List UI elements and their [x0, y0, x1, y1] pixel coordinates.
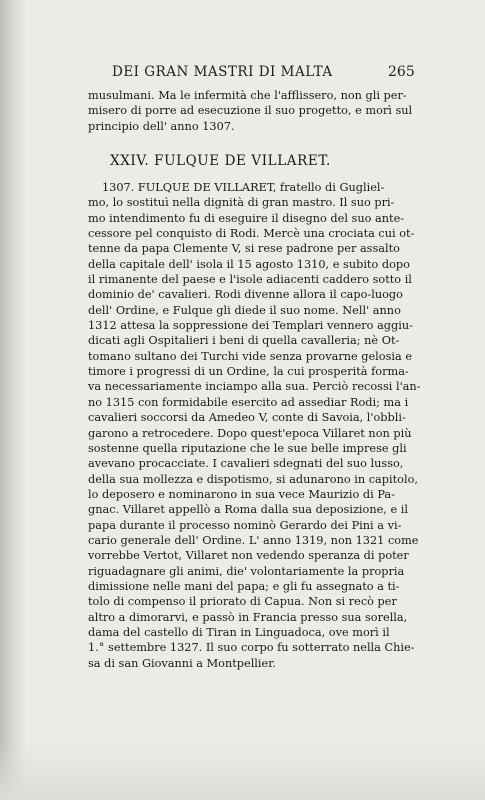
text-line: sa di san Giovanni a Montpellier. [88, 656, 276, 670]
text-line: papa durante il processo nominò Gerardo dei Pini a vi- [88, 518, 402, 532]
text-line: dell' Ordine, e Fulque gli diede il suo nome. Nell' anno [88, 303, 401, 317]
text-line: vorrebbe Vertot, Villaret non vedendo speranza di poter [88, 549, 409, 563]
text-line: tenne da papa Clemente V, si rese padrone per assalto [88, 242, 400, 256]
text-line: lo deposero e nominarono in sua vece Maurizio di Pa- [88, 487, 395, 501]
text-line: mo intendimento fu di eseguire il disegno del suo ante- [88, 211, 405, 225]
text-line: 1307. FULQUE DE VILLARET, fratello di Gugliel- [102, 181, 385, 194]
text-line: no 1315 con formidabile esercito ad assediar Rodi; ma i [88, 395, 409, 409]
text-line: 1312 attesa la soppressione dei Templari vennero aggiu- [88, 319, 413, 333]
text-line: avevano procacciate. I cavalieri sdegnati del suo lusso, [88, 457, 404, 471]
text-line: della capitale dell' isola il 15 agosto 1310, e subito dopo [88, 257, 410, 271]
text-line: dominio de' cavalieri. Rodi divenne allora il capo-luogo [88, 288, 403, 302]
page-number: 265 [388, 64, 415, 80]
text-line: sostenne quella riputazione che le sue belle imprese gli [88, 441, 407, 455]
text-line: tomano sultano dei Turchi vide senza provarne gelosia e [88, 349, 413, 363]
text-line: cario generale dell' Ordine. L' anno 1319, non 1321 come [88, 533, 419, 547]
text-line: dimissione nelle mani del papa; e gli fu assegnato a ti- [88, 579, 400, 593]
text-line: 1.° settembre 1327. Il suo corpo fu sotterrato nella Chie- [88, 641, 415, 655]
page-bottom-shade [0, 740, 485, 800]
text-line: della sua mollezza e dispotismo, si adunarono in capitolo, [88, 472, 418, 486]
biography-paragraph [88, 180, 421, 671]
text-line: garono a retrocedere. Dopo quest'epoca Villaret non più [88, 426, 412, 440]
text-line: cavalieri soccorsi da Amedeo V, conte di Savoia, l'obbli- [88, 411, 406, 425]
text-line: il rimanente del paese e l'isole adiacenti caddero sotto il [88, 273, 412, 287]
text-line: va necessariamente inciampo alla sua. Perciò recossi l'an- [88, 380, 421, 394]
text-line: tolo di compenso il priorato di Capua. Non si recò per [88, 595, 397, 609]
binding-shadow [0, 0, 26, 800]
text-line: mo, lo sostituì nella dignità di gran mastro. Il suo pri- [88, 196, 395, 210]
text-line: timore i progressi di un Ordine, la cui prosperità forma- [88, 365, 409, 379]
text-line: cessore pel conquisto di Rodi. Mercè una crociata cui ot- [88, 227, 415, 241]
text-line: dama del castello di Tiran in Linguadoca, ove morì il [88, 625, 390, 639]
text-line: altro a dimorarvi, e passò in Francia presso sua sorella, [88, 610, 408, 624]
section-title: XXIV. FULQUE DE VILLARET. [110, 153, 331, 169]
running-head: DEI GRAN MASTRI DI MALTA [112, 64, 333, 80]
text-line: gnac. Villaret appellò a Roma dalla sua deposizione, e il [88, 503, 408, 517]
text-line: misero di porre ad esecuzione il suo progetto, e morì sul [88, 104, 413, 118]
text-line: musulmani. Ma le infermità che l'afflissero, non gli per- [88, 89, 407, 102]
carryover-paragraph [88, 88, 413, 134]
text-line: riguadagnare gli animi, die' volontariamente la propria [88, 564, 405, 578]
text-line: dicati agli Ospitalieri i beni di quella cavalleria; nè Ot- [88, 334, 400, 348]
text-line: principio dell' anno 1307. [88, 119, 235, 133]
